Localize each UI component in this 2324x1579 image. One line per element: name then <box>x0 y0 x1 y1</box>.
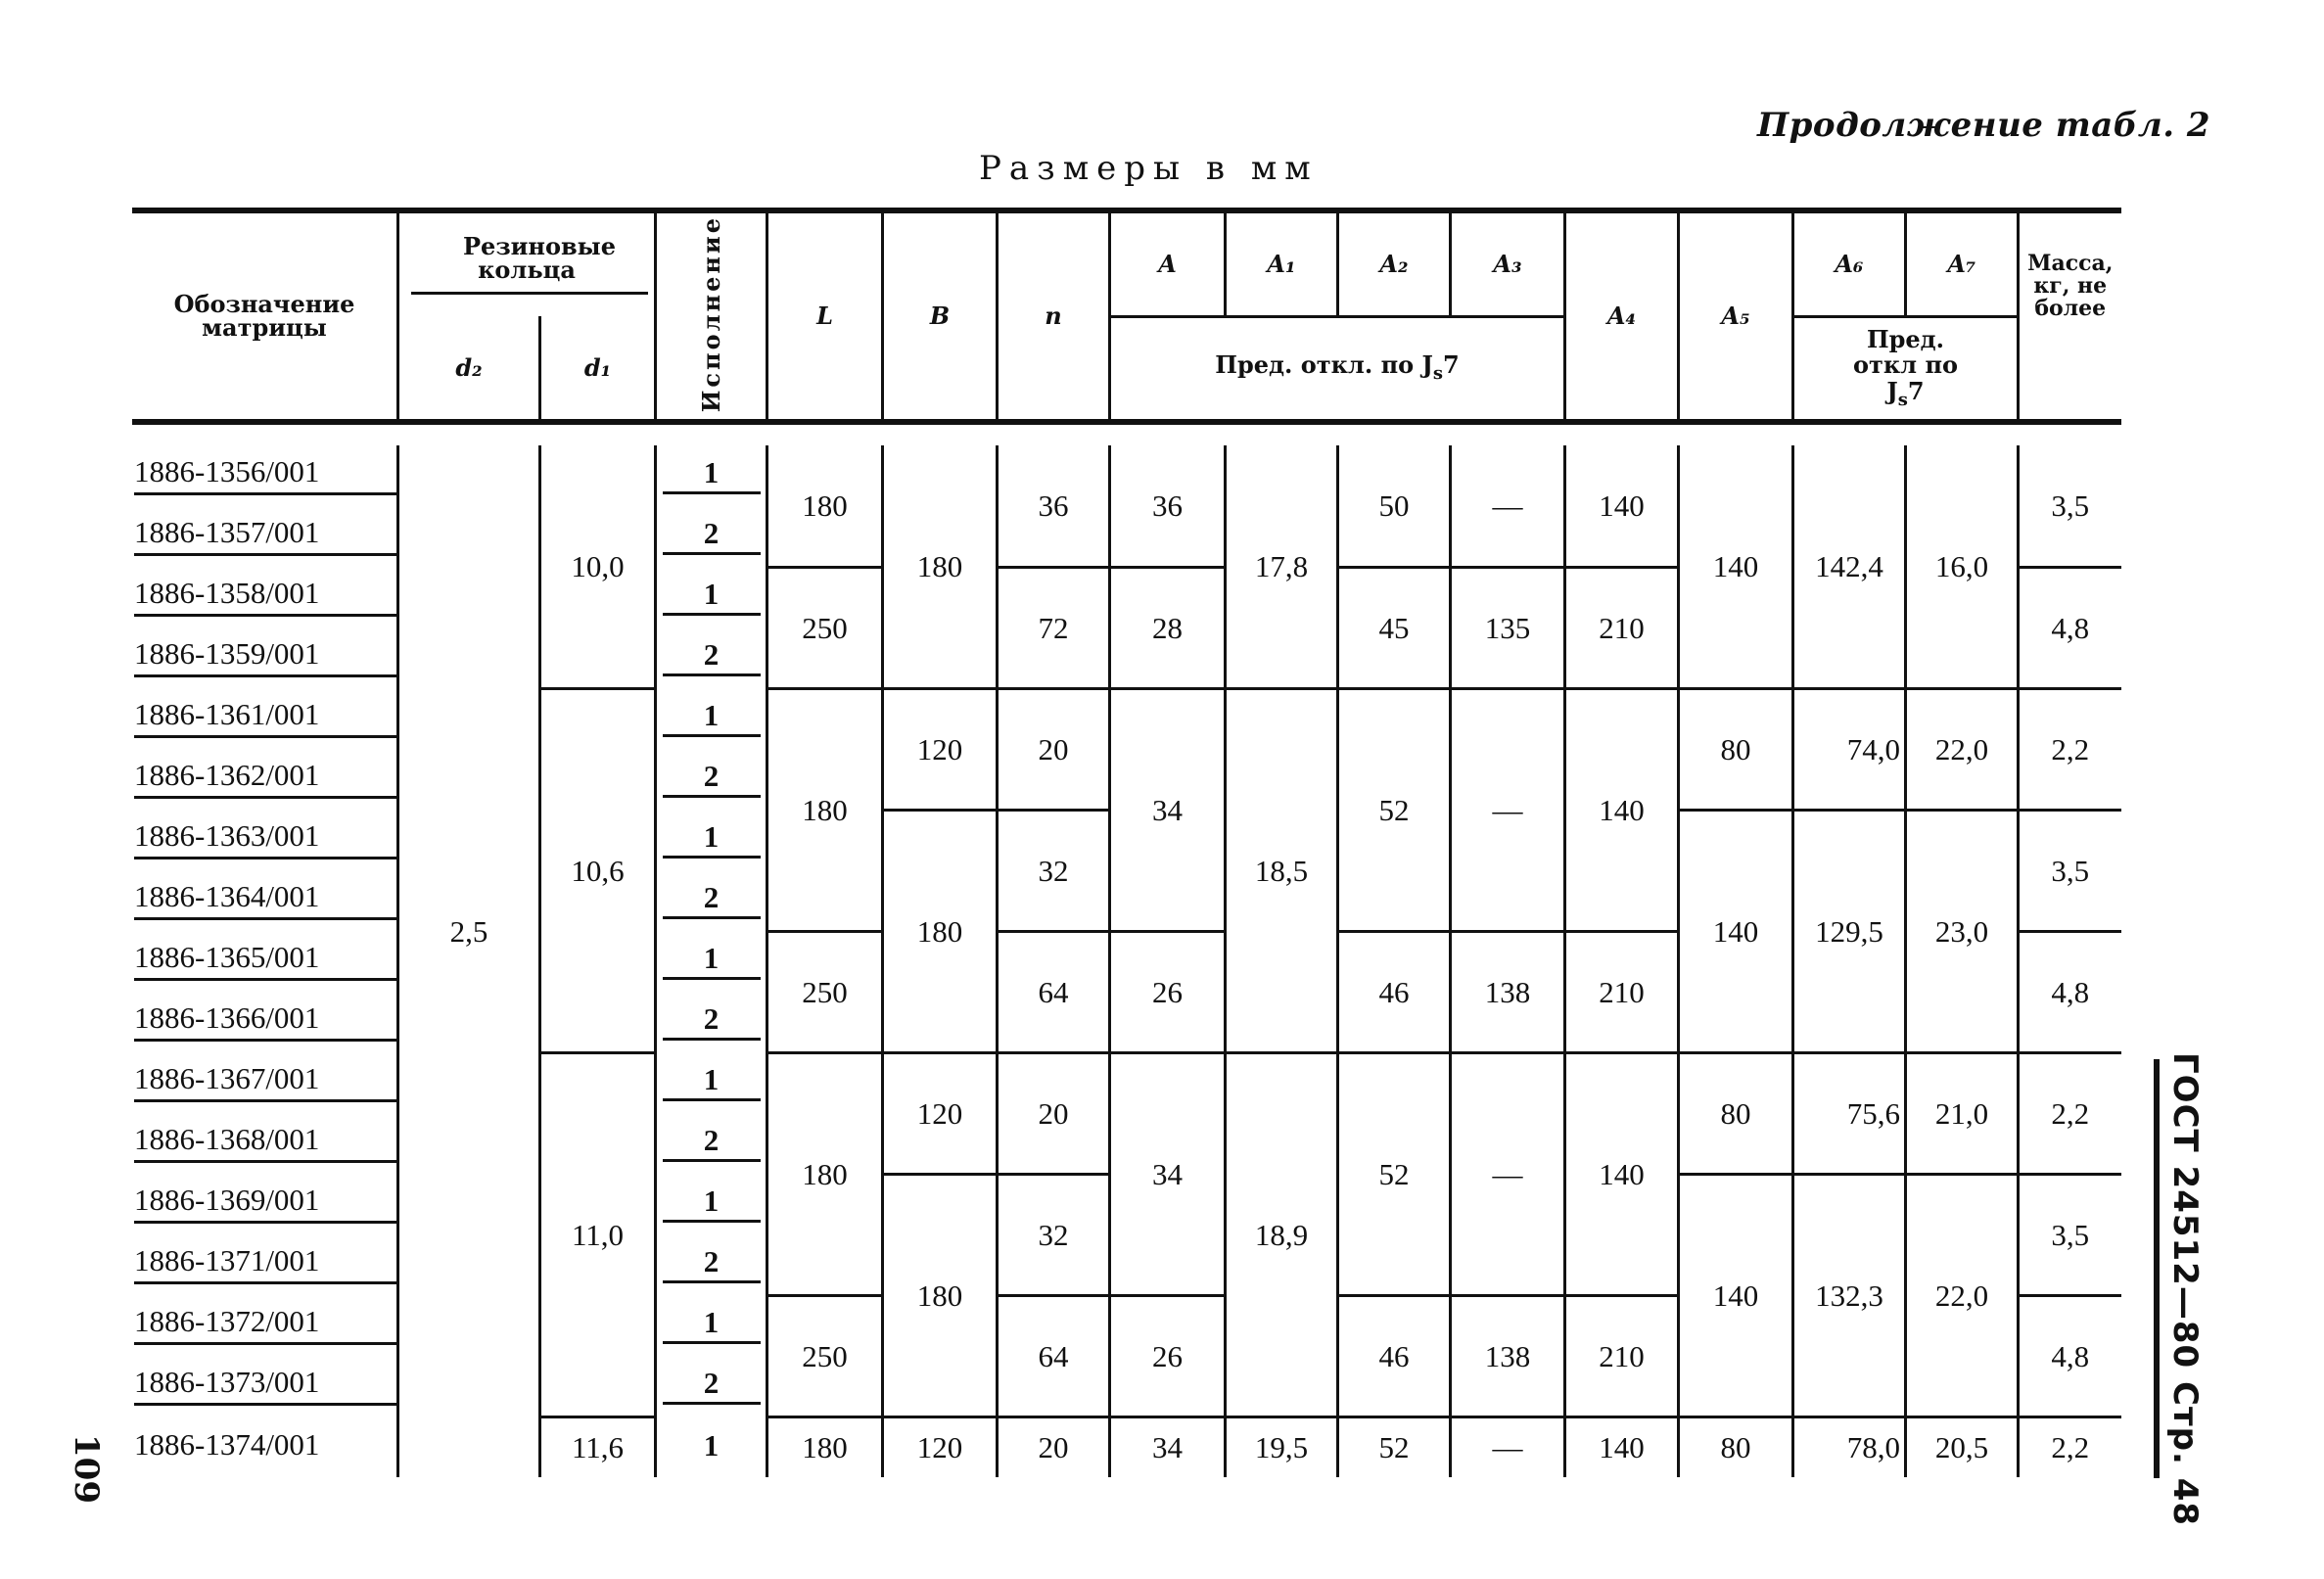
A4-cell: 140 <box>1565 1052 1679 1295</box>
designation-cell: 1886-1374/001 <box>134 1426 320 1462</box>
designation-cell: 1886-1357/001 <box>132 506 398 567</box>
n-cell: 20 <box>998 1416 1110 1477</box>
A5-cell: 140 <box>1679 810 1793 1052</box>
mass-cell: 4,8 <box>2019 567 2121 688</box>
designation-cell: 1886-1368/001 <box>132 1113 398 1174</box>
A3-cell: 138 <box>1451 931 1565 1052</box>
n-cell: 20 <box>998 688 1110 810</box>
designation-cell: 1886-1371/001 <box>132 1234 398 1295</box>
mass-cell: 3,5 <box>2019 810 2121 931</box>
A7-cell: 20,5 <box>1906 1416 2019 1477</box>
designation-cell: 1886-1361/001 <box>132 688 398 749</box>
version-cell: 1 <box>656 688 767 749</box>
A4-cell: 210 <box>1565 1295 1679 1416</box>
A4-cell: 140 <box>1565 688 1679 931</box>
n-cell: 20 <box>998 1052 1110 1174</box>
A1-cell: 19,5 <box>1226 1416 1338 1477</box>
n-cell: 32 <box>998 810 1110 931</box>
col-mass: Масса, кг, не более <box>2019 210 2121 422</box>
col-A: A <box>1110 210 1226 316</box>
version-cell: 1 <box>656 1295 767 1356</box>
mass-cell: 4,8 <box>2019 1295 2121 1416</box>
A3-cell: — <box>1451 1052 1565 1295</box>
designation-cell: 1886-1365/001 <box>132 931 398 992</box>
col-A7: A₇ <box>1906 210 2019 316</box>
A7-cell: 21,0 <box>1906 1052 2019 1174</box>
version-cell: 2 <box>656 627 767 688</box>
version-cell: 1 <box>656 445 767 506</box>
d2-cell: 2,5 <box>398 445 540 1416</box>
A4-cell: 140 <box>1565 445 1679 567</box>
version-cell: 1 <box>656 1052 767 1113</box>
A4-cell: 210 <box>1565 931 1679 1052</box>
rubber-rings-label: Резиновые кольца <box>463 232 617 284</box>
n-cell: 36 <box>998 445 1110 567</box>
version-label: Исполнение <box>696 215 725 413</box>
col-rubber-rings <box>398 210 656 316</box>
designation-cell: 1886-1356/001 <box>132 445 398 506</box>
A-cell: 28 <box>1110 567 1226 688</box>
L-cell: 180 <box>767 1416 883 1477</box>
A-cell: 26 <box>1110 931 1226 1052</box>
gost-divider <box>2154 1059 2160 1478</box>
A7-cell: 16,0 <box>1906 445 2019 688</box>
table-row <box>132 1416 2121 1477</box>
A-cell: 36 <box>1110 445 1226 567</box>
A4-cell: 140 <box>1565 1416 1679 1477</box>
tolerance-sub-2: s <box>1897 389 1908 410</box>
tolerance-tail-2: 7 <box>1907 376 1925 405</box>
A3-cell: 138 <box>1451 1295 1565 1416</box>
designation-cell: 1886-1359/001 <box>132 627 398 688</box>
tolerance-js7-A-group <box>1110 316 1565 422</box>
tolerance-sub: s <box>1432 363 1443 385</box>
L-cell: 180 <box>767 1052 883 1295</box>
col-n: n <box>998 210 1110 422</box>
L-cell: 180 <box>767 688 883 931</box>
L-cell: 250 <box>767 567 883 688</box>
mass-cell: 2,2 <box>2019 1052 2121 1174</box>
A5-cell: 80 <box>1679 688 1793 810</box>
A5-cell: 140 <box>1679 1174 1793 1416</box>
A6-cell: 75,6 <box>1793 1052 1906 1174</box>
B-cell: 180 <box>883 810 998 1052</box>
d1-cell: 10,6 <box>540 688 656 1052</box>
tolerance-label-2: Пред. откл по J <box>1852 324 1959 405</box>
L-cell: 180 <box>767 445 883 567</box>
A2-cell: 46 <box>1338 1295 1451 1416</box>
A7-cell: 22,0 <box>1906 1174 2019 1416</box>
A5-cell: 140 <box>1679 445 1793 688</box>
version-cell: 2 <box>656 506 767 567</box>
A7-cell: 22,0 <box>1906 688 2019 810</box>
version-cell: 2 <box>656 1113 767 1174</box>
B-cell: 180 <box>883 1174 998 1416</box>
col-A4: A₄ <box>1565 210 1679 422</box>
mass-cell: 4,8 <box>2019 931 2121 1052</box>
table-row <box>132 445 2121 506</box>
A1-cell: 18,9 <box>1226 1052 1338 1416</box>
gost-standard-label: ГОСТ 24512—80 Стр. 48 <box>2165 1052 2205 1527</box>
A6-cell: 74,0 <box>1793 688 1906 810</box>
col-A1: A₁ <box>1226 210 1338 316</box>
A2-cell: 52 <box>1338 1052 1451 1295</box>
version-cell: 2 <box>656 1234 767 1295</box>
A5-cell: 80 <box>1679 1052 1793 1174</box>
version-cell: 2 <box>656 992 767 1052</box>
col-A2: A₂ <box>1338 210 1451 316</box>
version-cell: 1 <box>656 1174 767 1234</box>
A6-cell: 132,3 <box>1793 1174 1906 1416</box>
designation-cell: 1886-1372/001 <box>132 1295 398 1356</box>
version-cell: 1 <box>656 931 767 992</box>
col-L: L <box>767 210 883 422</box>
A3-cell: — <box>1451 445 1565 567</box>
version-cell: 1 <box>656 810 767 870</box>
A-cell: 34 <box>1110 1416 1226 1477</box>
d1-cell: 10,0 <box>540 445 656 688</box>
designation-cell: 1886-1366/001 <box>132 992 398 1052</box>
B-cell: 120 <box>883 1052 998 1174</box>
designation-cell: 1886-1367/001 <box>132 1052 398 1113</box>
col-d1: d₁ <box>540 316 656 422</box>
version-cell: 2 <box>656 749 767 810</box>
n-cell: 72 <box>998 567 1110 688</box>
A2-cell: 52 <box>1338 1416 1451 1477</box>
A-cell: 34 <box>1110 1052 1226 1295</box>
n-cell: 64 <box>998 931 1110 1052</box>
page-number: 109 <box>67 1434 106 1504</box>
A1-cell: 17,8 <box>1226 445 1338 688</box>
A5-cell: 80 <box>1679 1416 1793 1477</box>
dimensions-table <box>132 208 2121 1477</box>
n-cell: 64 <box>998 1295 1110 1416</box>
mass-cell: 2,2 <box>2019 688 2121 810</box>
B-cell: 120 <box>883 1416 998 1477</box>
d1-cell: 11,0 <box>540 1052 656 1416</box>
B-cell: 120 <box>883 688 998 810</box>
A4-cell: 210 <box>1565 567 1679 688</box>
mass-cell: 3,5 <box>2019 1174 2121 1295</box>
tolerance-label: Пред. откл. по J <box>1215 350 1433 380</box>
version-cell: 1 <box>656 567 767 627</box>
mass-cell: 3,5 <box>2019 445 2121 567</box>
A2-cell: 50 <box>1338 445 1451 567</box>
units-caption: Размеры в мм <box>979 149 1319 188</box>
L-cell: 250 <box>767 931 883 1052</box>
version-cell: 2 <box>656 1356 767 1416</box>
designation-cell: 1886-1369/001 <box>132 1174 398 1234</box>
col-version <box>656 210 767 422</box>
mass-cell: 2,2 <box>2019 1416 2121 1477</box>
col-A6: A₆ <box>1793 210 1906 316</box>
col-A5: A₅ <box>1679 210 1793 422</box>
A6-cell: 78,0 <box>1793 1416 1906 1477</box>
A7-cell: 23,0 <box>1906 810 2019 1052</box>
A6-cell: 129,5 <box>1793 810 1906 1052</box>
col-A3: A₃ <box>1451 210 1565 316</box>
designation-cell: 1886-1363/001 <box>132 810 398 870</box>
A6-cell: 142,4 <box>1793 445 1906 688</box>
designation-cell: 1886-1358/001 <box>132 567 398 627</box>
version-cell: 1 <box>656 1416 767 1477</box>
d1-cell: 11,6 <box>540 1416 656 1477</box>
A2-cell: 45 <box>1338 567 1451 688</box>
B-cell: 180 <box>883 445 998 688</box>
A2-cell: 52 <box>1338 688 1451 931</box>
A-cell: 34 <box>1110 688 1226 931</box>
L-cell: 250 <box>767 1295 883 1416</box>
designation-cell: 1886-1364/001 <box>132 870 398 931</box>
d2-cell-empty <box>398 1416 540 1477</box>
A3-cell: 135 <box>1451 567 1565 688</box>
col-d2: d₂ <box>398 316 540 422</box>
n-cell: 32 <box>998 1174 1110 1295</box>
A2-cell: 46 <box>1338 931 1451 1052</box>
A1-cell: 18,5 <box>1226 688 1338 1052</box>
designation-cell: 1886-1362/001 <box>132 749 398 810</box>
col-designation: Обозначение матрицы <box>132 210 398 422</box>
col-B: B <box>883 210 998 422</box>
table-continuation-label: Продолжение табл. 2 <box>1757 106 2211 145</box>
A3-cell: — <box>1451 1416 1565 1477</box>
A-cell: 26 <box>1110 1295 1226 1416</box>
version-cell: 2 <box>656 870 767 931</box>
designation-cell: 1886-1373/001 <box>132 1356 398 1416</box>
A3-cell: — <box>1451 688 1565 931</box>
tolerance-js7-A6-group <box>1793 316 2019 422</box>
tolerance-tail: 7 <box>1443 350 1460 380</box>
